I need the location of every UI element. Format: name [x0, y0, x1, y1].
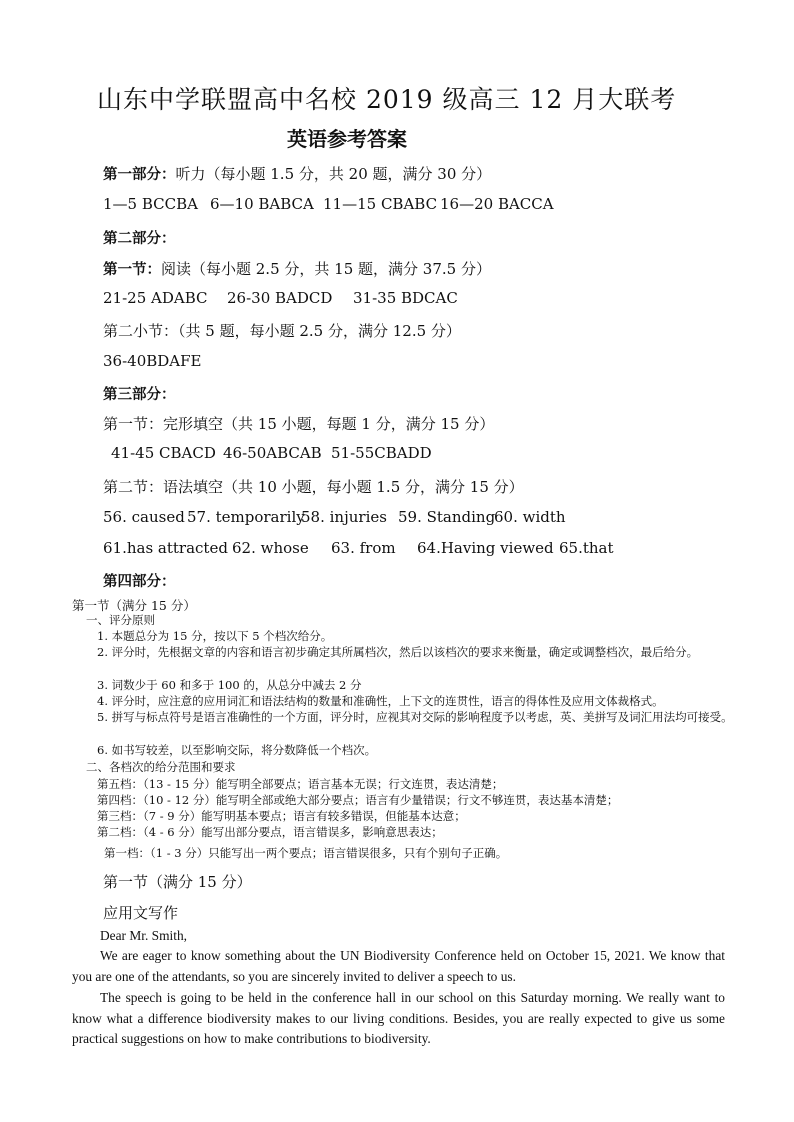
principle-item: 6. 如书写较差，以至影响交际，将分数降低一个档次。	[97, 743, 377, 757]
part1-note: 听力（每小题 1.5 分，共 20 题，满分 30 分）	[175, 165, 492, 183]
letter-paragraph: We are eager to know something about the UN Biodiversity Conference held on October 15, 2021. We know that you are one of the attendants, so you are sincerely invited to deliver a speech to us.	[72, 948, 725, 984]
level-item: 第五档：（13 - 15 分）能写明全部要点；语言基本无误；行文连贯，表达清楚；	[97, 777, 504, 791]
answer-group: 26-30 BADCD	[227, 289, 333, 307]
part2-sec1-label: 第一节：	[103, 262, 161, 278]
answer-item: 56. caused	[103, 508, 185, 526]
principles-heading: 一、评分原则	[86, 613, 155, 627]
answer-group: 11—15 CBABC	[323, 195, 438, 213]
answer-item: 63. from	[331, 539, 396, 557]
part2-sec2-answers: 36-40BDAFE	[103, 352, 202, 370]
answer-group: 41-45 CBACD	[111, 444, 216, 462]
part4-sec1-heading: 第一节（满分 15 分）	[72, 598, 196, 613]
answer-group: 31-35 BDCAC	[353, 289, 458, 307]
page-subtitle: 英语参考答案	[287, 127, 407, 151]
principle-item: 3. 词数少于 60 和多于 100 的，从总分中减去 2 分	[97, 678, 362, 692]
part1-label: 第一部分：	[103, 167, 176, 183]
part2-sec1-answers	[103, 289, 458, 307]
letter-greeting: Dear Mr. Smith,	[100, 928, 188, 943]
page-title: 山东中学联盟高中名校 2019 级高三 12 月大联考	[97, 85, 677, 114]
level-item: 第四档：（10 - 12 分）能写明全部或绝大部分要点；语言有少量错误；行文不够连贯，表达基本清楚；	[97, 793, 619, 807]
part3-label: 第三部分：	[103, 387, 176, 403]
answer-group: 51-55CBADD	[331, 444, 432, 462]
level-item: 第一档：（1 - 3 分）只能写出一两个要点；语言错误很多，只有个别句子正确。	[104, 846, 508, 860]
answer-item: 62. whose	[232, 539, 309, 557]
answer-group: 16—20 BACCA	[440, 195, 554, 213]
answer-item: 60. width	[494, 508, 566, 526]
level-item: 第二档：（4 - 6 分）能写出部分要点，语言错误多，影响意思表达；	[97, 825, 443, 839]
part3-sec2-heading: 第二节：语法填空（共 10 小题，每小题 1.5 分，满分 15 分）	[103, 478, 524, 496]
level-item: 第三档：（7 - 9 分）能写明基本要点；语言有较多错误，但能基本达意；	[97, 809, 466, 823]
answer-item: 59. Standing	[398, 508, 496, 526]
part2-sec2-heading: 第二小节：（共 5 题，每小题 2.5 分，满分 12.5 分）	[103, 322, 461, 340]
part2-sec1-heading	[103, 258, 491, 279]
levels-heading: 二、各档次的给分范围和要求	[86, 760, 236, 774]
writing-section-heading: 第一节（满分 15 分）	[103, 873, 252, 891]
answer-group: 21-25 ADABC	[103, 289, 208, 307]
part3-sec2-row1	[103, 508, 566, 526]
answer-item: 65.that	[559, 539, 614, 557]
part4-label: 第四部分：	[103, 574, 176, 590]
answer-item: 61.has attracted	[103, 539, 228, 557]
principle-item: 5. 拼写与标点符号是语言准确性的一个方面，评分时，应视其对交际的影响程度予以考虑，英、美拼写及词汇用法均可接受。	[97, 710, 733, 724]
principle-item: 1. 本题总分为 15 分，按以下 5 个档次给分。	[97, 629, 333, 643]
principle-item: 2. 评分时，先根据文章的内容和语言初步确定其所属档次，然后以该档次的要求来衡量，确定或调整档次，最后给分。	[97, 645, 699, 659]
answer-group: 1—5 BCCBA	[103, 195, 198, 213]
part3-sec2-row2	[103, 539, 614, 557]
letter-paragraph: The speech is going to be held in the conference hall in our school on this Saturday morning. We really want to know what a difference biodiversity makes to our living conditions. Besides, you are really expected to give us some practical suggestions on how to make contributions to biodiversity.	[72, 990, 725, 1046]
part2-label: 第二部分：	[103, 231, 176, 247]
part1-answers	[103, 195, 554, 213]
answer-group: 6—10 BABCA	[210, 195, 314, 213]
part3-sec1-answers	[111, 444, 432, 462]
answer-item: 57. temporarily	[187, 508, 305, 526]
answer-item: 58. injuries	[301, 508, 387, 526]
part3-sec1-heading: 第一节：完形填空（共 15 小题，每题 1 分，满分 15 分）	[103, 415, 495, 433]
answer-item: 64.Having viewed	[417, 539, 554, 557]
writing-title: 应用文写作	[103, 904, 179, 922]
part2-sec1-note: 阅读（每小题 2.5 分，共 15 题，满分 37.5 分）	[161, 260, 491, 278]
part1-heading	[103, 163, 491, 184]
answer-group: 46-50ABCAB	[223, 444, 322, 462]
principle-item: 4. 评分时，应注意的应用词汇和语法结构的数量和准确性，上下文的连贯性，语言的得体性及应用文体裁格式。	[97, 694, 664, 708]
